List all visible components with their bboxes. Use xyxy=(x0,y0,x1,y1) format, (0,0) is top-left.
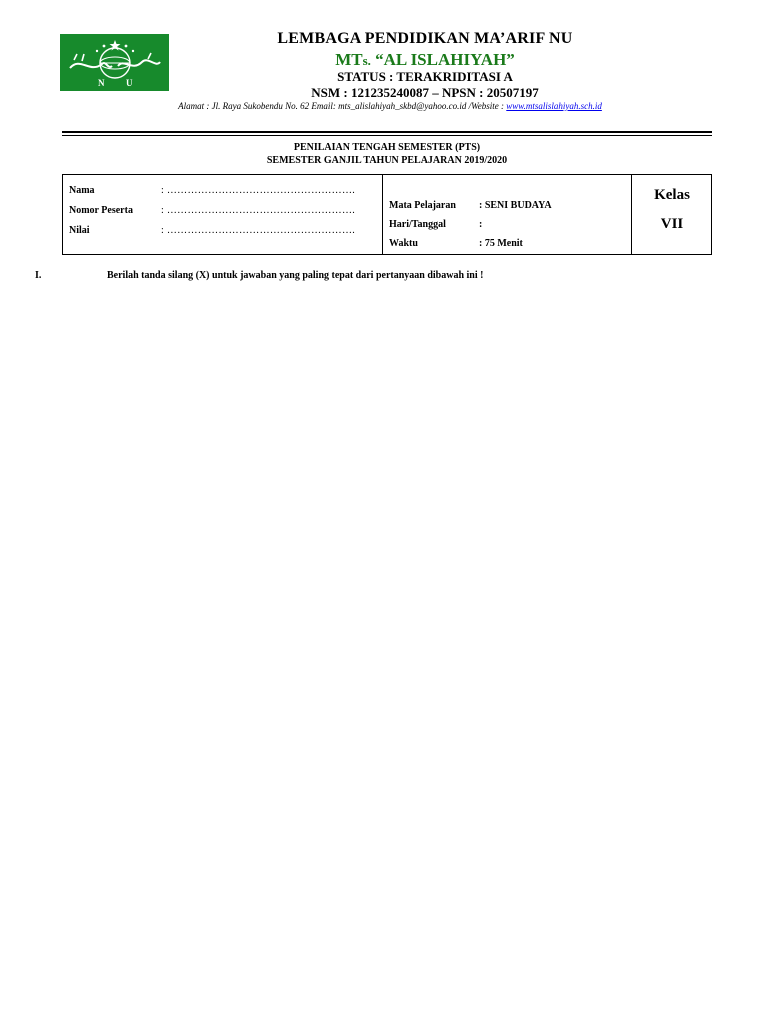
nu-emblem xyxy=(60,34,169,91)
website-link[interactable]: www.mtsalislahiyah.sch.id xyxy=(506,101,602,111)
instruction-number: I. xyxy=(35,270,42,281)
field-mata-pelajaran xyxy=(389,200,552,211)
header-rule-thick xyxy=(62,131,712,133)
instruction-text: Berilah tanda silang (X) untuk jawaban yang paling tepat dari pertanyaan dibawah ini ! xyxy=(107,270,484,281)
field-label: Nilai xyxy=(69,225,90,236)
nu-logo-icon xyxy=(60,34,169,91)
field-blank[interactable]: : ………………………………………………. xyxy=(161,205,356,216)
field-value: : xyxy=(479,219,483,230)
field-waktu xyxy=(389,238,523,249)
field-label: Waktu xyxy=(389,238,418,249)
school-title: “AL ISLAHIYAH” xyxy=(370,50,515,69)
nu-letter-u: U xyxy=(126,78,133,88)
exam-title: PENILAIAN TENGAH SEMESTER (PTS) xyxy=(293,142,481,153)
school-ids: NSM : 121235240087 – NPSN : 20507197 xyxy=(311,85,539,100)
field-value: : SENI BUDAYA xyxy=(479,200,552,211)
field-label: Nomor Peserta xyxy=(69,205,133,216)
address-text: Alamat : Jl. Raya Sukobendu No. 62 Email: mts_alislahiyah_skbd@yahoo.co.id /Website : xyxy=(178,101,507,111)
school-prefix: MT xyxy=(335,50,363,69)
field-nama xyxy=(69,185,355,196)
nu-letter-n: N xyxy=(98,78,105,88)
institution-name: LEMBAGA PENDIDIKAN MA’ARIF NU xyxy=(277,30,573,47)
school-name xyxy=(170,50,680,70)
school-prefix-small: s. xyxy=(362,53,371,68)
accreditation-status: STATUS : TERAKRIDITASI A xyxy=(337,69,513,84)
field-nilai xyxy=(69,225,355,236)
class-value: VII xyxy=(660,216,684,232)
field-label: Mata Pelajaran xyxy=(389,200,456,211)
identity-divider-1 xyxy=(382,174,383,255)
field-value: : 75 Menit xyxy=(479,238,523,249)
class-label: Kelas xyxy=(654,187,690,203)
field-blank[interactable]: : ………………………………………………. xyxy=(161,225,356,236)
field-hari-tanggal xyxy=(389,219,482,230)
field-label: Nama xyxy=(69,185,95,196)
field-blank[interactable]: : ………………………………………………. xyxy=(161,185,356,196)
field-nomor-peserta xyxy=(69,205,355,216)
school-address xyxy=(60,101,720,111)
exam-subtitle: SEMESTER GANJIL TAHUN PELAJARAN 2019/2020 xyxy=(266,155,508,166)
field-label: Hari/Tanggal xyxy=(389,219,446,230)
header-rule-thin xyxy=(62,135,712,136)
